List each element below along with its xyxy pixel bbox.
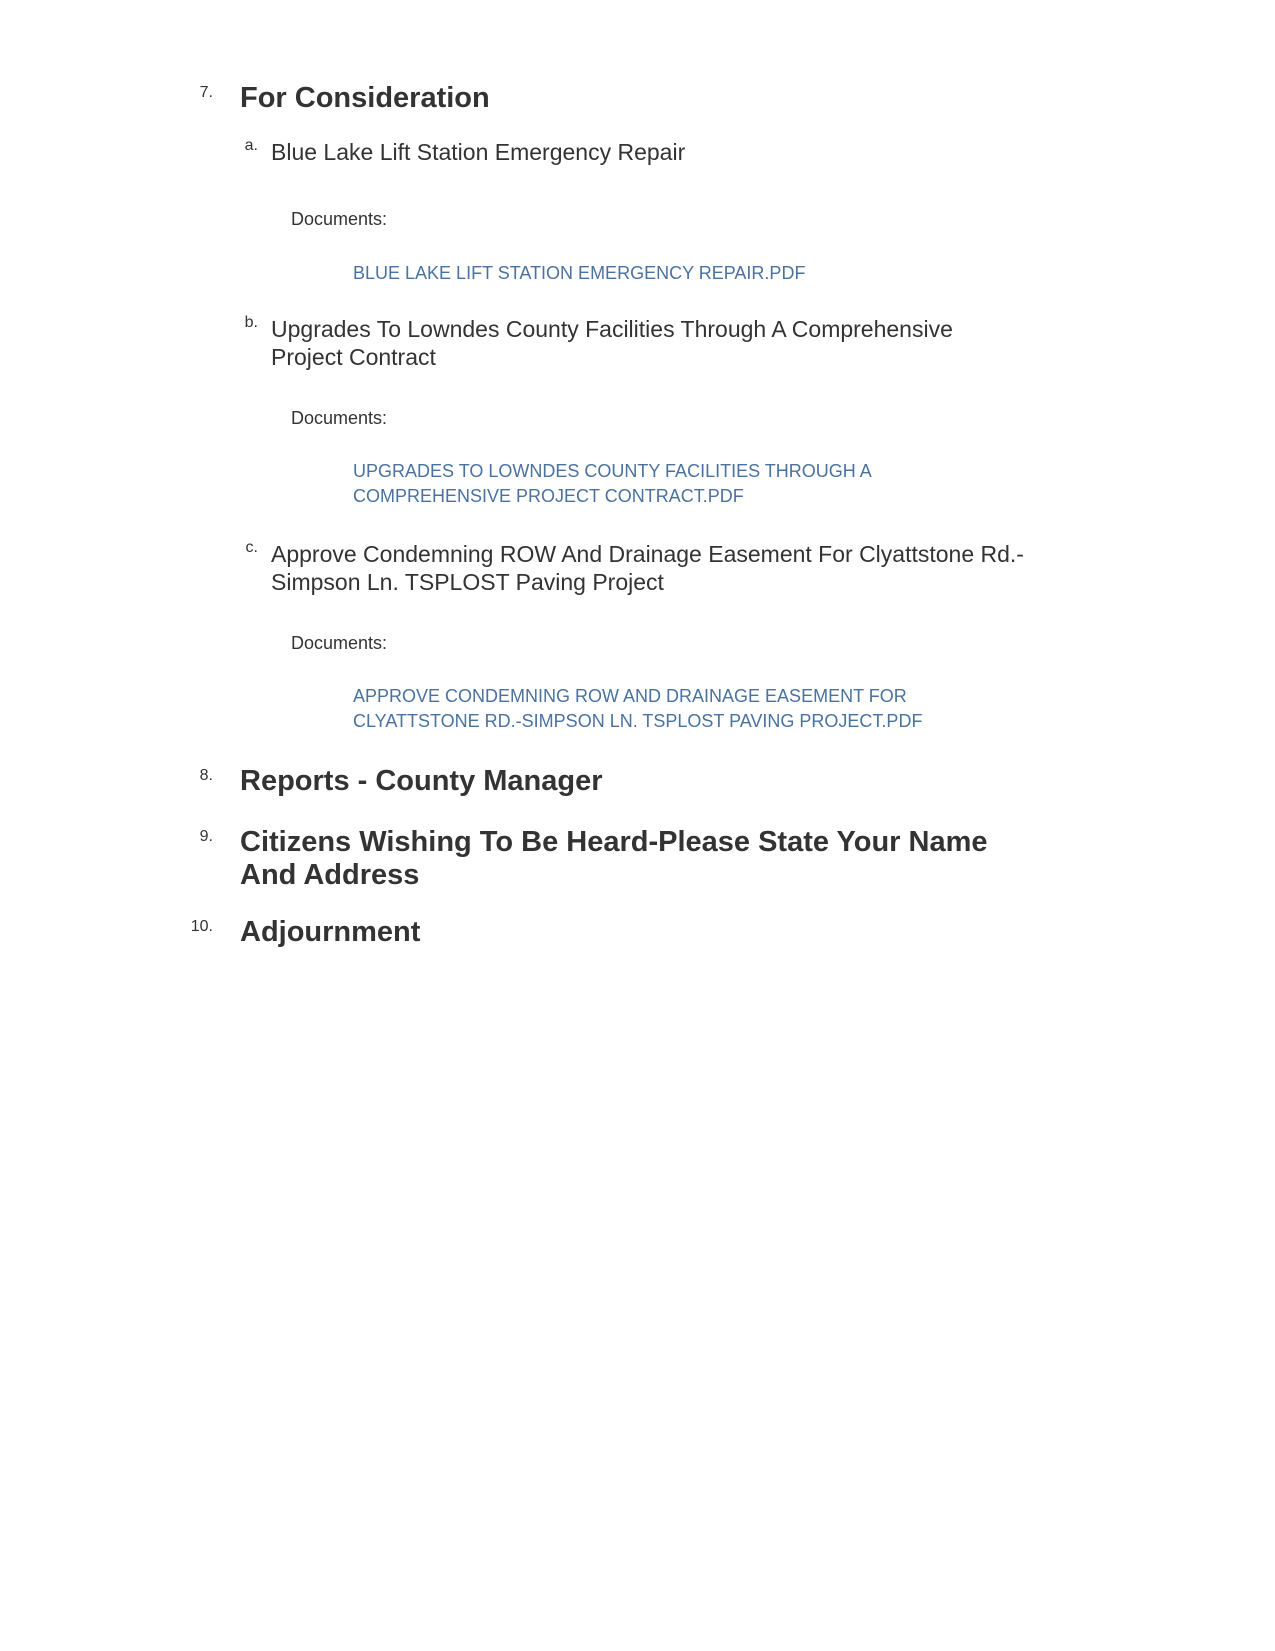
section-title: Citizens Wishing To Be Heard-Please State Your Name And Address: [240, 826, 988, 891]
item-letter: c.: [245, 539, 258, 556]
item-letter: a.: [244, 137, 258, 154]
section-number: 7.: [199, 84, 213, 101]
item-title: Blue Lake Lift Station Emergency Repair: [271, 139, 686, 165]
section-title: Adjournment: [240, 916, 421, 948]
document-link[interactable]: BLUE LAKE LIFT STATION EMERGENCY REPAIR.PDF: [353, 263, 806, 283]
item-letter: b.: [244, 314, 258, 331]
documents-label: Documents:: [291, 408, 388, 428]
document-link[interactable]: UPGRADES TO LOWNDES COUNTY FACILITIES THROUGH A COMPREHENSIVE PROJECT CONTRACT.PDF: [353, 461, 871, 506]
section-title: Reports - County Manager: [240, 765, 603, 797]
item-title: Upgrades To Lowndes County Facilities Through A Comprehensive Project Contract: [271, 316, 953, 370]
item-title: Approve Condemning ROW And Drainage Easement For Clyattstone Rd.-Simpson Ln. TSPLOST Paving Project: [271, 541, 1024, 595]
section-number: 8.: [199, 767, 213, 784]
documents-label: Documents:: [291, 633, 388, 653]
documents-label: Documents:: [291, 209, 388, 229]
document-link[interactable]: APPROVE CONDEMNING ROW AND DRAINAGE EASEMENT FOR CLYATTSTONE RD.-SIMPSON LN. TSPLOST PAVING PROJECT.PDF: [353, 686, 923, 731]
section-number: 10.: [190, 918, 213, 935]
section-number: 9.: [199, 828, 213, 845]
section-title: For Consideration: [240, 82, 490, 114]
